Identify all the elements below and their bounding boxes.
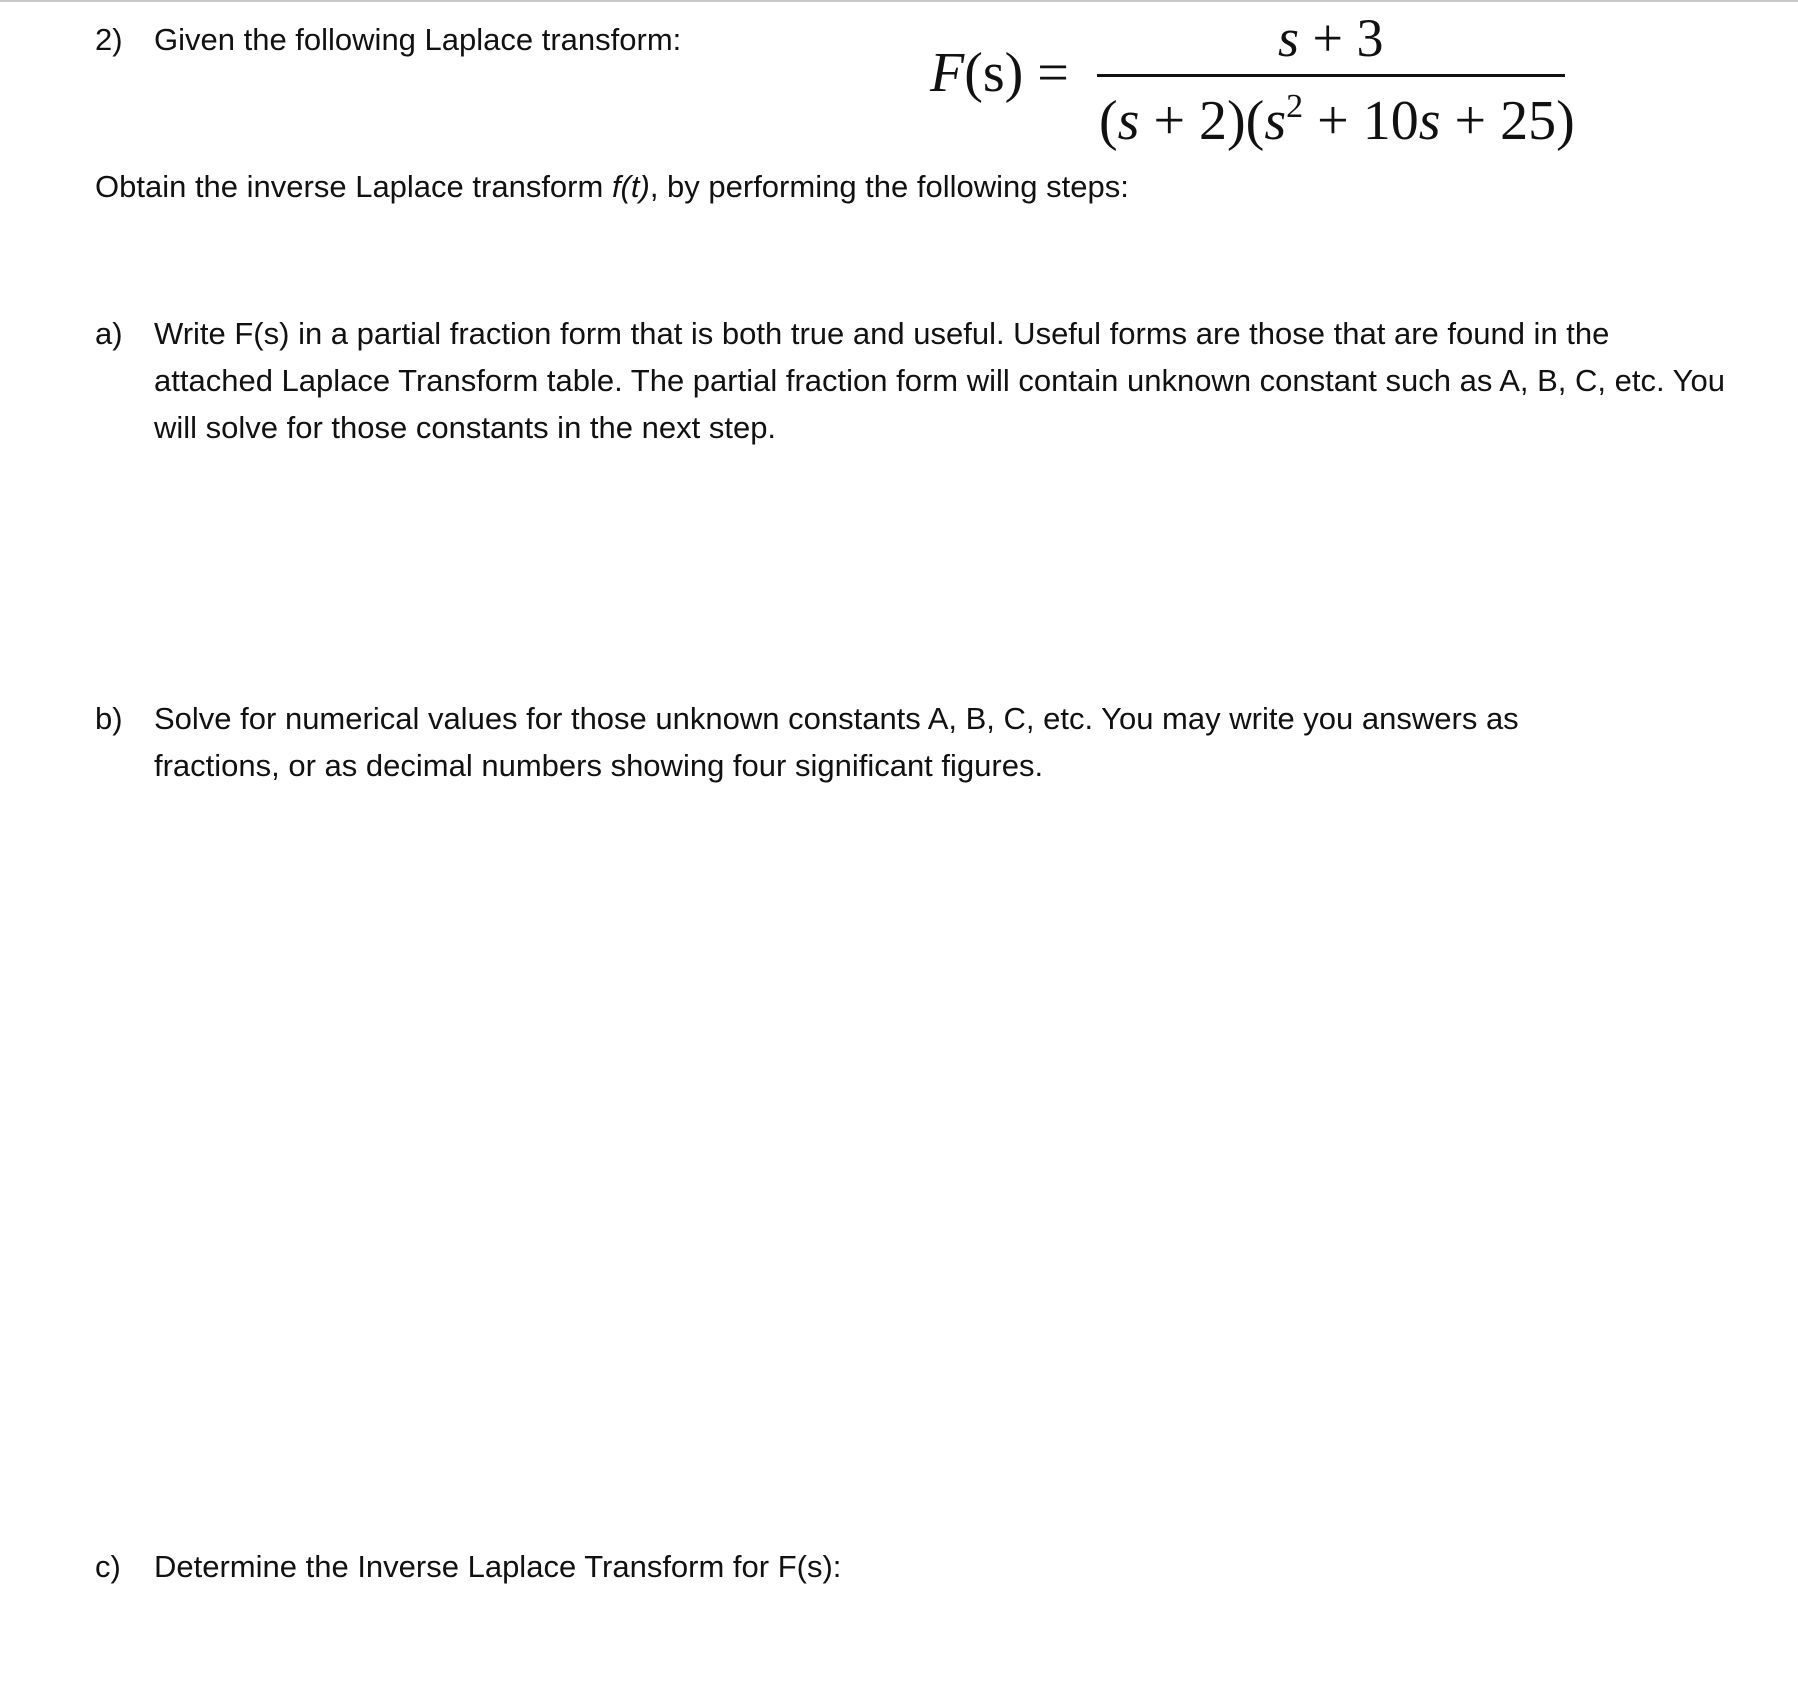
part-c-text: Determine the Inverse Laplace Transform for F(s): <box>154 1549 842 1584</box>
instruction-func: f(t) <box>611 169 650 204</box>
part-b-text: Solve for numerical values for those unknown constants A, B, C, etc. You may write you answers as fractions, or as decimal numbers showing four significant figures. <box>154 701 1519 783</box>
instruction-pre: Obtain the inverse Laplace transform <box>95 169 612 204</box>
denominator-var2: s <box>1264 90 1287 152</box>
equation-denominator <box>1099 88 1575 154</box>
denominator-part3: + 10 <box>1303 90 1419 152</box>
lhs-variable: F <box>930 42 965 104</box>
denominator-part4: + 25) <box>1440 90 1575 152</box>
instruction-post: , by performing the following steps: <box>649 169 1129 204</box>
denominator-var3: s <box>1418 90 1441 152</box>
denominator-var1: s <box>1117 90 1140 152</box>
part-a-text: Write F(s) in a partial fraction form that is both true and useful. Useful forms are those that are found in the attached Laplace Transform table. The partial fraction form will contain unknown constant such as A, B, C, etc. You will solve for those constants in the next step. <box>154 316 1725 445</box>
part-b-label: b) <box>95 701 123 736</box>
part-c-label: c) <box>95 1549 121 1584</box>
top-border <box>0 0 1798 2</box>
fraction-bar <box>1097 74 1565 77</box>
problem-intro: Given the following Laplace transform: <box>154 22 682 57</box>
denominator-part2: + 2)( <box>1139 90 1265 152</box>
denominator-part1: ( <box>1099 90 1118 152</box>
instruction <box>95 163 1129 210</box>
equation-numerator <box>1278 6 1383 70</box>
denominator-exponent: 2 <box>1286 88 1304 125</box>
part-a-label: a) <box>95 316 123 351</box>
problem-number: 2) <box>95 22 123 57</box>
lhs-argument: (s) = <box>964 42 1069 104</box>
numerator-rest: + 3 <box>1299 8 1384 68</box>
equation-lhs <box>930 38 1069 108</box>
numerator-variable: s <box>1278 8 1300 68</box>
